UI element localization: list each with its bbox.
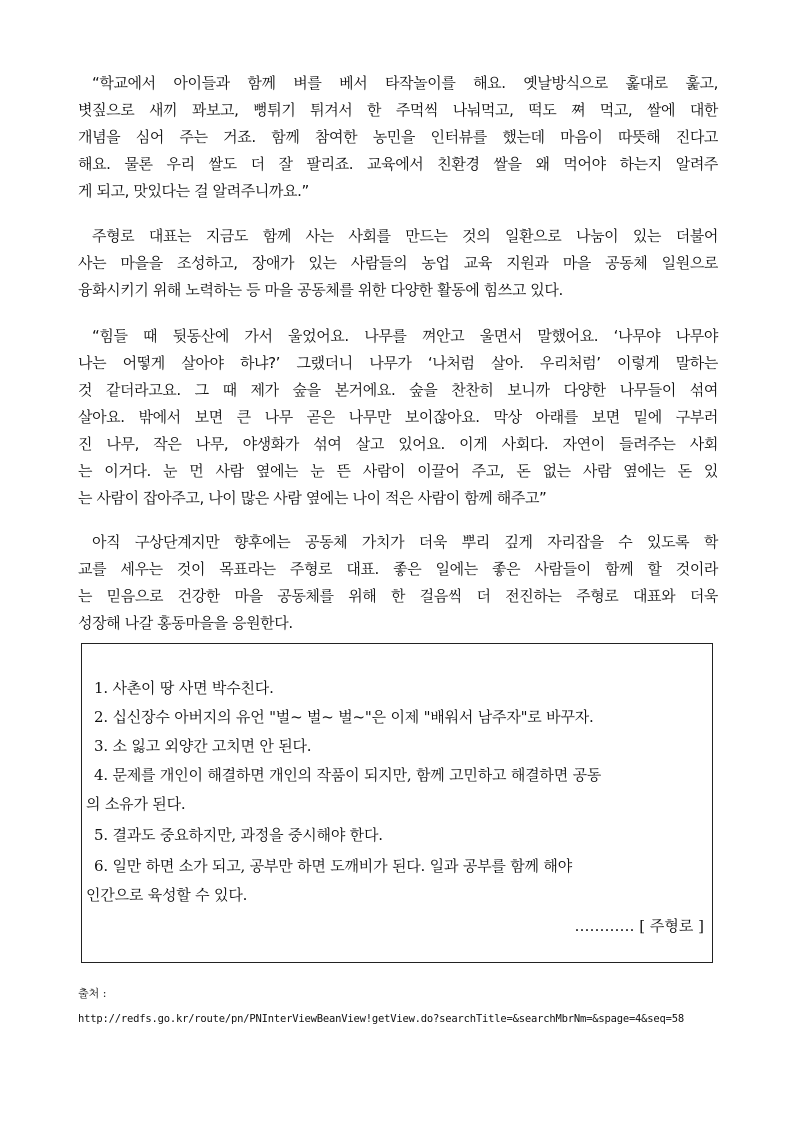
paragraph-line: 게 되고, 맛있다는 걸 알려주니까요.” (78, 182, 309, 200)
paragraph-line: “학교에서 아이들과 함께 벼를 베서 타작놀이를 해요. 옛날방식으로 홅대로 훑고, (92, 74, 718, 92)
motto-line: 6. 일만 하면 소가 되고, 공부만 하면 도깨비가 된다. 일과 공부를 함께 해야 (94, 857, 572, 875)
paragraph-line: 주형로 대표는 지금도 함께 사는 사회를 만드는 것의 일환으로 나눔이 있는 더불어 (92, 227, 718, 245)
quote-paragraph-forest (78, 323, 718, 512)
mottos-box (81, 643, 713, 963)
paragraph-line: 살아요. 밖에서 보면 큰 나무 곧은 나무만 보이잖아요. 막상 아래를 보면 밑에 구부러 (78, 408, 718, 426)
body-paragraph-school-plan (78, 529, 718, 637)
paragraph-line: 는 사람이 잡아주고, 나이 많은 사람 옆에는 나이 적은 사람이 함께 해주고” (78, 489, 547, 507)
paragraph-line: 아직 구상단계지만 향후에는 공동체 가치가 더욱 뿌리 깊게 자리잡을 수 있도록 학 (92, 533, 718, 551)
source-label: 출처 : (78, 987, 107, 1000)
paragraph-line: 는 믿음으로 건강한 마을 공동체를 위해 한 걸음씩 더 전진하는 주형로 대표와 더욱 (78, 587, 718, 605)
paragraph-line: 교를 세우는 것이 목표라는 주형로 대표. 좋은 일에는 좋은 사람들이 함께 할 것이라 (78, 560, 718, 578)
motto-line: 5. 결과도 중요하지만, 과정을 중시해야 한다. (94, 826, 383, 844)
paragraph-line: 사는 마을을 조성하고, 장애가 있는 사람들의 농업 교육 지원과 마을 공동체 일원으로 (78, 254, 718, 272)
motto-line: 4. 문제를 개인이 해결하면 개인의 작품이 되지만, 함께 고민하고 해결하면 공동 (94, 766, 602, 784)
paragraph-line: 는 이거다. 눈 먼 사람 옆에는 눈 뜬 사람이 이끌어 주고, 돈 없는 사람 옆에는 돈 있 (78, 462, 718, 480)
paragraph-line: 볏짚으로 새끼 꽈보고, 뻥튀기 튀겨서 한 주먹씩 나눠먹고, 떡도 쪄 먹고, 쌀에 대한 (78, 101, 718, 119)
motto-line: 1. 사촌이 땅 사면 박수친다. (94, 679, 274, 697)
motto-line: 3. 소 잃고 외양간 고치면 안 된다. (94, 737, 312, 755)
body-paragraph-community (78, 223, 718, 304)
paragraph-line: 융화시키기 위해 노력하는 등 마을 공동체를 위한 다양한 활동에 힘쓰고 있다. (78, 281, 563, 299)
paragraph-line: “힘들 때 뒷동산에 가서 울었어요. 나무를 껴안고 울면서 말했어요. ‘나무야 나무야 (92, 327, 718, 345)
quote-paragraph-rice-harvest (78, 70, 718, 205)
paragraph-line: 나는 어떻게 살아야 하냐?’ 그랬더니 나무가 ‘나처럼 살아. 우리처럼’ 이렇게 말하는 (78, 354, 718, 372)
paragraph-line: 성장해 나갈 홍동마을을 응원한다. (78, 614, 293, 632)
paragraph-line: 진 나무, 작은 나무, 야생화가 섞여 살고 있어요. 이게 사회다. 자연이 들려주는 사회 (78, 435, 718, 453)
motto-line: 인간으로 육성할 수 있다. (86, 886, 248, 904)
paragraph-line: 것 같더라고요. 그 때 제가 숲을 본거에요. 숲을 찬찬히 보니까 다양한 나무들이 섞여 (78, 381, 718, 399)
motto-line: 의 소유가 된다. (86, 795, 186, 813)
source-url-link[interactable]: http://redfs.go.kr/route/pn/PNInterViewBeanView!getView.do?searchTitle=&searchMbrNm=&spage=4&seq=58 (78, 1013, 685, 1025)
paragraph-line: 해요. 물론 우리 쌀도 더 잘 팔리죠. 교육에서 친환경 쌀을 왜 먹어야 하는지 알려주 (78, 155, 718, 173)
motto-line: 2. 십신장수 아버지의 유언 "벌~ 벌~ 벌~"은 이제 "배워서 남주자"로 바꾸자. (94, 708, 594, 726)
author-signature: ………… [ 주형로 ] (574, 917, 704, 935)
paragraph-line: 개념을 심어 주는 거죠. 함께 참여한 농민을 인터뷰를 했는데 마음이 따뜻해 진다고 (78, 128, 718, 146)
